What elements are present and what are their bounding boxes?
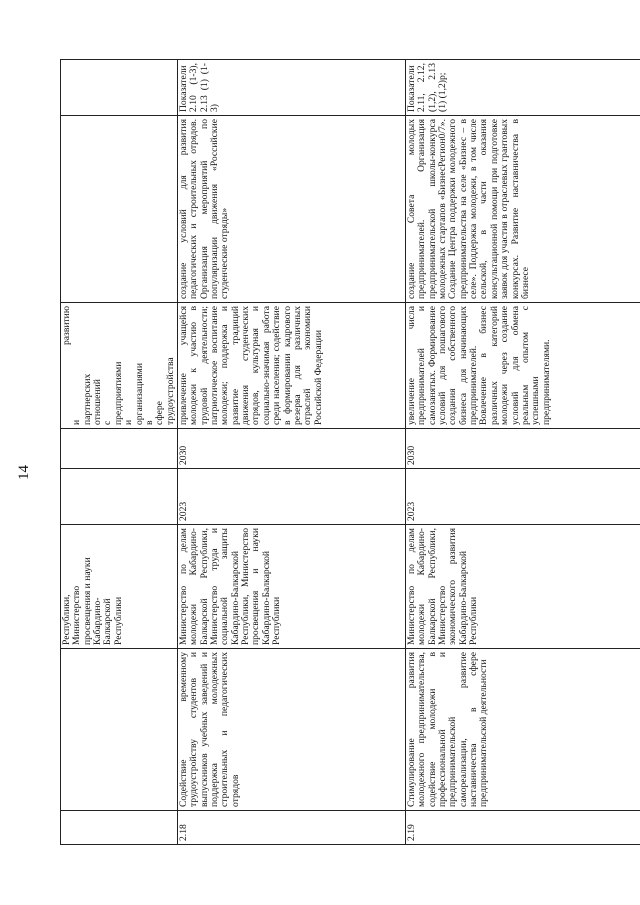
table-row xyxy=(405,60,640,845)
measure-cell: Содействие временному трудоустройству студентов и выпускников учебных заведений и поддержка молодежных строительных и педагогических отрядов xyxy=(177,649,405,811)
result-cell: развитию и партнерских отношений с предприятиями и организациями в сфере трудоустройства xyxy=(61,303,178,429)
row-number: 2.18 xyxy=(177,811,405,845)
start-year-cell: 2023 xyxy=(405,469,640,525)
executor-cell: Министерство по делам молодежи Кабардино-Балкарской Республики, Министерство труда и социальной защиты Кабардино-Балкарской Республики, Министерство просвещения и науки Кабардино-Балкарской Республики xyxy=(177,525,405,649)
measures-table xyxy=(60,59,640,845)
executor-cell: Министерство по делам молодежи Кабардино-Балкарской Республики, Министерство экономического развития Кабардино-Балкарской Республики xyxy=(405,525,640,649)
result-cell: увеличение числа предпринимателей и самозанятых. Формирование условий для пошагового создания собственного бизнеса для начинающих предпринимателей. Вовлечение в бизнес различных категорий молодежи через создание условий для обмена реальным опытом с успешными предпринимателями. xyxy=(405,303,640,429)
result-prefix: развитию xyxy=(61,306,72,346)
table-row xyxy=(177,60,405,845)
page-number: 14 xyxy=(16,465,32,480)
end-year-cell: 2030 xyxy=(177,429,405,469)
start-year-cell: 2023 xyxy=(177,469,405,525)
measure-cell: Стимулирование развития молодежного предпринимательства, содействие молодежи в профессиональной и предпринимательской самореализации, развитие наставничества в сфере предпринимательской деятельности xyxy=(405,649,640,811)
end-year-cell: 2030 xyxy=(405,429,640,469)
indicators-cell: Показатели 2.10 (1-3), 2.13 (1) (1-3) xyxy=(177,60,405,116)
rotated-table-area xyxy=(60,60,590,845)
relation-cell: создание условий для развития педагогических и строительных отрядов. Организация мероприятий по популяризации движения «Российские студенческие отряды» xyxy=(177,116,405,303)
indicators-cell: Показатели 2.11, 2.12, (1,2), 2.13 (1) (1,2)р; xyxy=(405,60,640,116)
executor-cell: Республики, Министерство просвещения и науки Кабардино- Балкарской Республики xyxy=(61,525,178,649)
table-row xyxy=(61,60,178,845)
relation-cell: создание Совета молодых предпринимателей. Организация предпринимательской школы-конкурса молодежных стартапов «БизнесРегион0/7». Создание Центра поддержки молодежного предпринимательства на селе «Бизнес – в селе». Поддержка молодежи, в том числе сельской, в части оказания консультационной помощи при подготовке заявок для участия в отраслевых грантовых конкурсах. Развитие наставничества в бизнесе xyxy=(405,116,640,303)
result-cell: привлечение учащейся молодежи к участию в трудовой деятельности; патриотическое воспитание молодежи; поддержка и развитие традиций движения студенческих отрядов, культурная и социально-значимая работа среди населения; содействие в формировании кадрового резерва для различных отраслей экономики Российской Федерации xyxy=(177,303,405,429)
row-number: 2.19 xyxy=(405,811,640,845)
